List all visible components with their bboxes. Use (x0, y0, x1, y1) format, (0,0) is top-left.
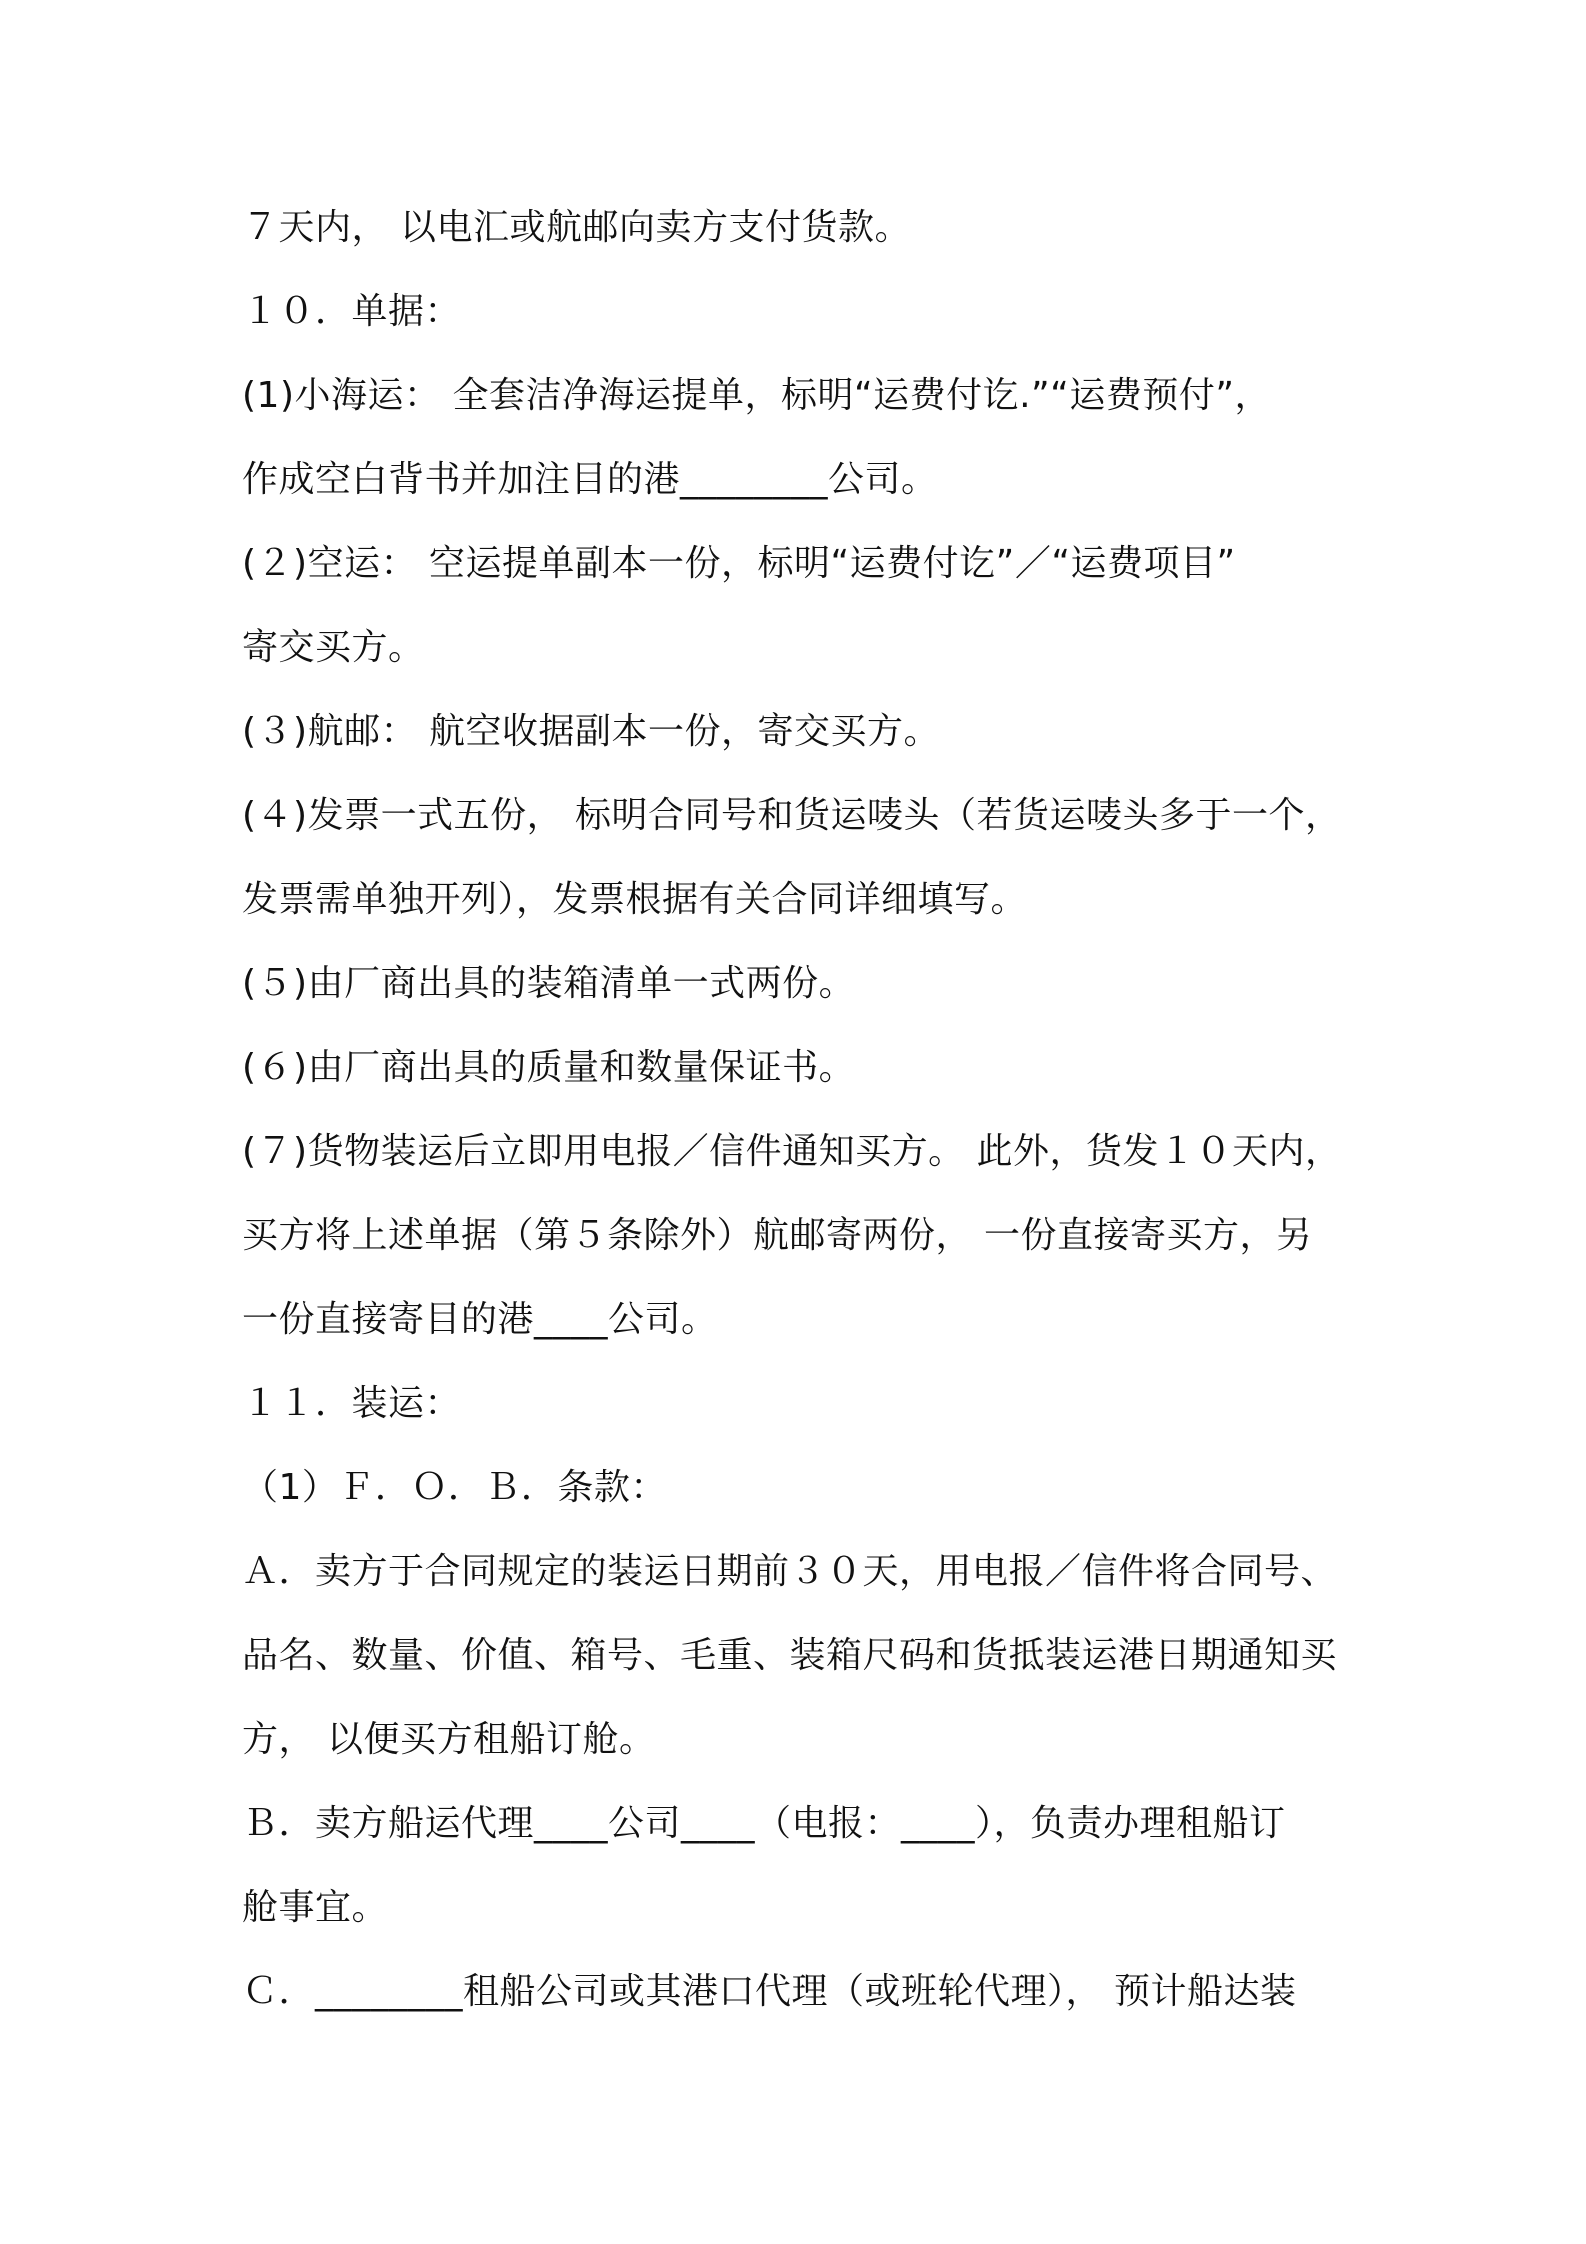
text-line: (４)发票一式五份， 标明合同号和货运唛头（若货运唛头多于一个， (242, 795, 1342, 836)
text-line: Ｂ．卖方船运代理____公司____（电报：____），负责办理租船订 (242, 1803, 1286, 1844)
text-line: 寄交买方。 (242, 627, 425, 668)
text-line: 作成空白背书并加注目的港________公司。 (242, 459, 938, 500)
text-line: (５)由厂商出具的装箱清单一式两份。 (242, 963, 856, 1004)
text-line: (1)小海运： 全套洁净海运提单，标明“运费付讫.”“运费预付”， (242, 375, 1271, 416)
text-line: 发票需单独开列），发票根据有关合同详细填写。 (242, 879, 1028, 920)
text-line: (２)空运： 空运提单副本一份，标明“运费付讫”／“运费项目” (242, 543, 1236, 584)
text-line: (３)航邮： 航空收据副本一份，寄交买方。 (242, 711, 941, 752)
text-line: (６)由厂商出具的质量和数量保证书。 (242, 1047, 856, 1088)
text-line: 一份直接寄目的港____公司。 (242, 1299, 718, 1340)
text-line: Ｃ．________租船公司或其港口代理（或班轮代理）， 预计船达装 (242, 1971, 1297, 2012)
section-heading-documents: １０．单据： (242, 291, 462, 332)
text-line: 品名、数量、价值、箱号、毛重、装箱尺码和货抵装运港日期通知买 (242, 1635, 1338, 1676)
text-line: Ａ．卖方于合同规定的装运日期前３０天，用电报／信件将合同号、 (242, 1551, 1338, 1592)
text-line: (７)货物装运后立即用电报／信件通知买方。 此外，货发１０天内， (242, 1131, 1342, 1172)
text-line: 舱事宜。 (242, 1887, 389, 1928)
text-line: 买方将上述单据（第５条除外）航邮寄两份， 一份直接寄买方，另 (242, 1215, 1313, 1256)
subsection-heading-fob: （1）Ｆ．Ｏ．Ｂ．条款： (242, 1467, 667, 1508)
text-line: 方， 以便买方租船订舱。 (242, 1719, 656, 1760)
section-heading-shipment: １１．装运： (242, 1383, 462, 1424)
text-line: ７天内， 以电汇或航邮向卖方支付货款。 (242, 207, 911, 248)
